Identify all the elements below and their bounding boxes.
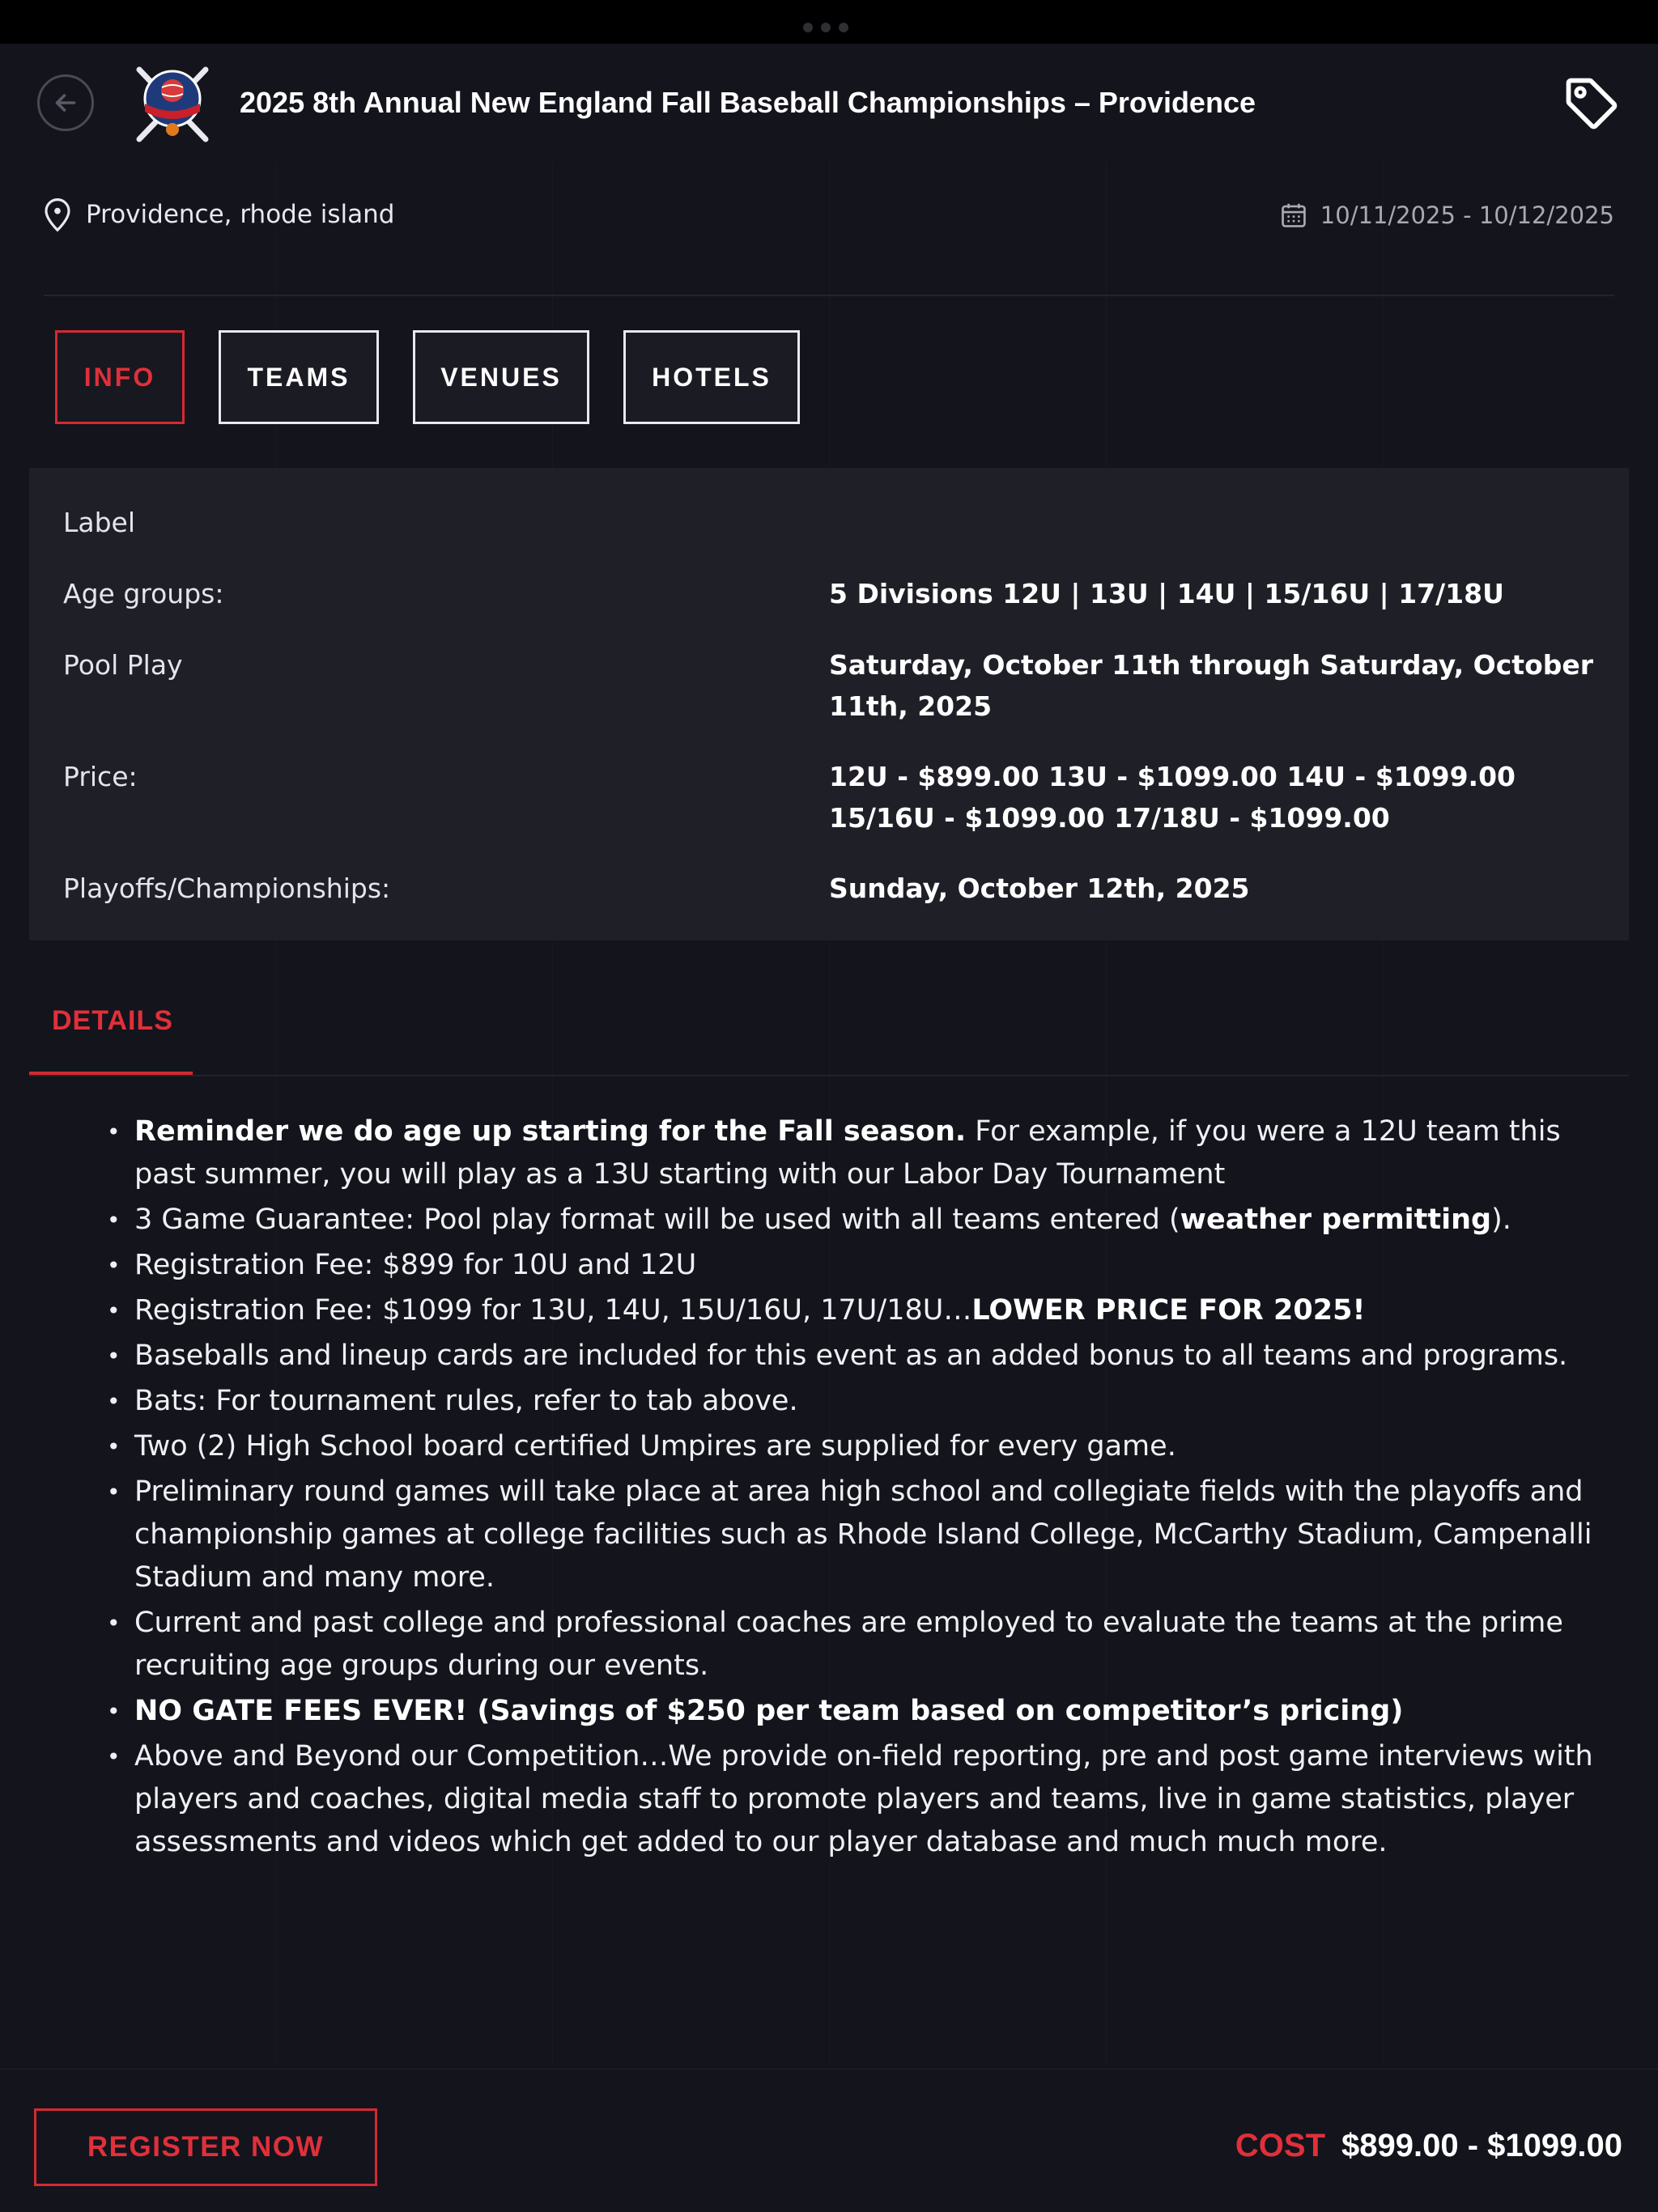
list-item: • Reminder we do age up starting for the Fall season. For example, if you were a 12U team this past summer, you will play as a 13U starting with our Labor Day Tournament	[107, 1110, 1613, 1196]
info-table	[29, 468, 1629, 940]
info-value: 5 Divisions 12U | 13U | 14U | 15/16U | 17/18U	[829, 578, 1504, 609]
header	[0, 44, 1658, 165]
list-item: • Above and Beyond our Competition…We provide on-field reporting, pre and post game interviews with players and coaches, digital media staff to promote players and teams, live in game statistics, player assessments and videos which get added to our player database and much much more.	[107, 1735, 1613, 1864]
cost-value: $899.00 - $1099.00	[1341, 2128, 1622, 2163]
cost-label: COST	[1235, 2128, 1326, 2163]
championship-logo	[128, 58, 217, 147]
list-item: • Registration Fee: $1099 for 13U, 14U, 15U/16U, 17U/18U…LOWER PRICE FOR 2025!	[107, 1289, 1613, 1332]
event-title: 2025 8th Annual New England Fall Baseball Championships – Providence	[240, 86, 1256, 119]
back-button[interactable]	[37, 74, 94, 131]
list-item: • Registration Fee: $899 for 10U and 12U	[107, 1244, 1613, 1287]
list-item: • NO GATE FEES EVER! (Savings of $250 per team based on competitor’s pricing)	[107, 1690, 1613, 1733]
location-pin-icon	[40, 196, 74, 233]
list-item: • Current and past college and professional coaches are employed to evaluate the teams at the prime recruiting age groups during our events.	[107, 1602, 1613, 1688]
info-key: Price:	[63, 761, 138, 792]
price-tag-icon	[1561, 73, 1622, 134]
tab-bar	[55, 330, 834, 424]
tab-venues[interactable]: VENUES	[413, 330, 589, 424]
list-item: • Preliminary round games will take place at area high school and collegiate fields with the playoffs and championship games at college facilities such as Rhode Island College, McCarthy Stadium, Campenalli Stadium and many more.	[107, 1471, 1613, 1599]
calendar-icon	[1278, 199, 1309, 231]
list-item: • Bats: For tournament rules, refer to tab above.	[107, 1380, 1613, 1423]
details-divider	[29, 1075, 1629, 1076]
footer-bar	[0, 2069, 1658, 2212]
info-value: Sunday, October 12th, 2025	[829, 872, 1250, 904]
event-dates	[1278, 199, 1614, 231]
details-tab-label: DETAILS	[52, 1005, 173, 1036]
tab-details[interactable]	[29, 989, 193, 1076]
list-item: • 3 Game Guarantee: Pool play format will be used with all teams entered (weather permitting).	[107, 1199, 1613, 1242]
location-text: Providence, rhode island	[86, 200, 395, 229]
info-key: Pool Play	[63, 649, 183, 681]
back-arrow-icon	[51, 88, 80, 117]
register-now-button[interactable]: REGISTER NOW	[34, 2108, 377, 2186]
status-bar	[0, 0, 1658, 44]
price-tag-button[interactable]	[1561, 73, 1622, 134]
info-key: Age groups:	[63, 578, 224, 609]
list-item: • Baseballs and lineup cards are included for this event as an added bonus to all teams and programs.	[107, 1335, 1613, 1378]
tab-teams[interactable]: TEAMS	[219, 330, 379, 424]
details-list	[107, 1110, 1613, 1866]
date-range-text: 10/11/2025 - 10/12/2025	[1320, 202, 1614, 229]
event-location	[40, 196, 394, 233]
multitasking-dots-icon[interactable]	[803, 23, 848, 32]
list-item: • Two (2) High School board certified Umpires are supplied for every game.	[107, 1425, 1613, 1468]
info-value: Saturday, October 11th through Saturday, October 11th, 2025	[829, 649, 1594, 722]
info-key: Label	[63, 507, 136, 538]
header-divider	[44, 295, 1614, 296]
cost-summary	[1235, 2128, 1622, 2164]
tab-info[interactable]: INFO	[55, 330, 185, 424]
tab-hotels[interactable]: HOTELS	[623, 330, 800, 424]
info-key: Playoffs/Championships:	[63, 872, 391, 904]
info-value: 12U - $899.00 13U - $1099.00 14U - $1099.00 15/16U - $1099.00 17/18U - $1099.00	[829, 761, 1516, 834]
